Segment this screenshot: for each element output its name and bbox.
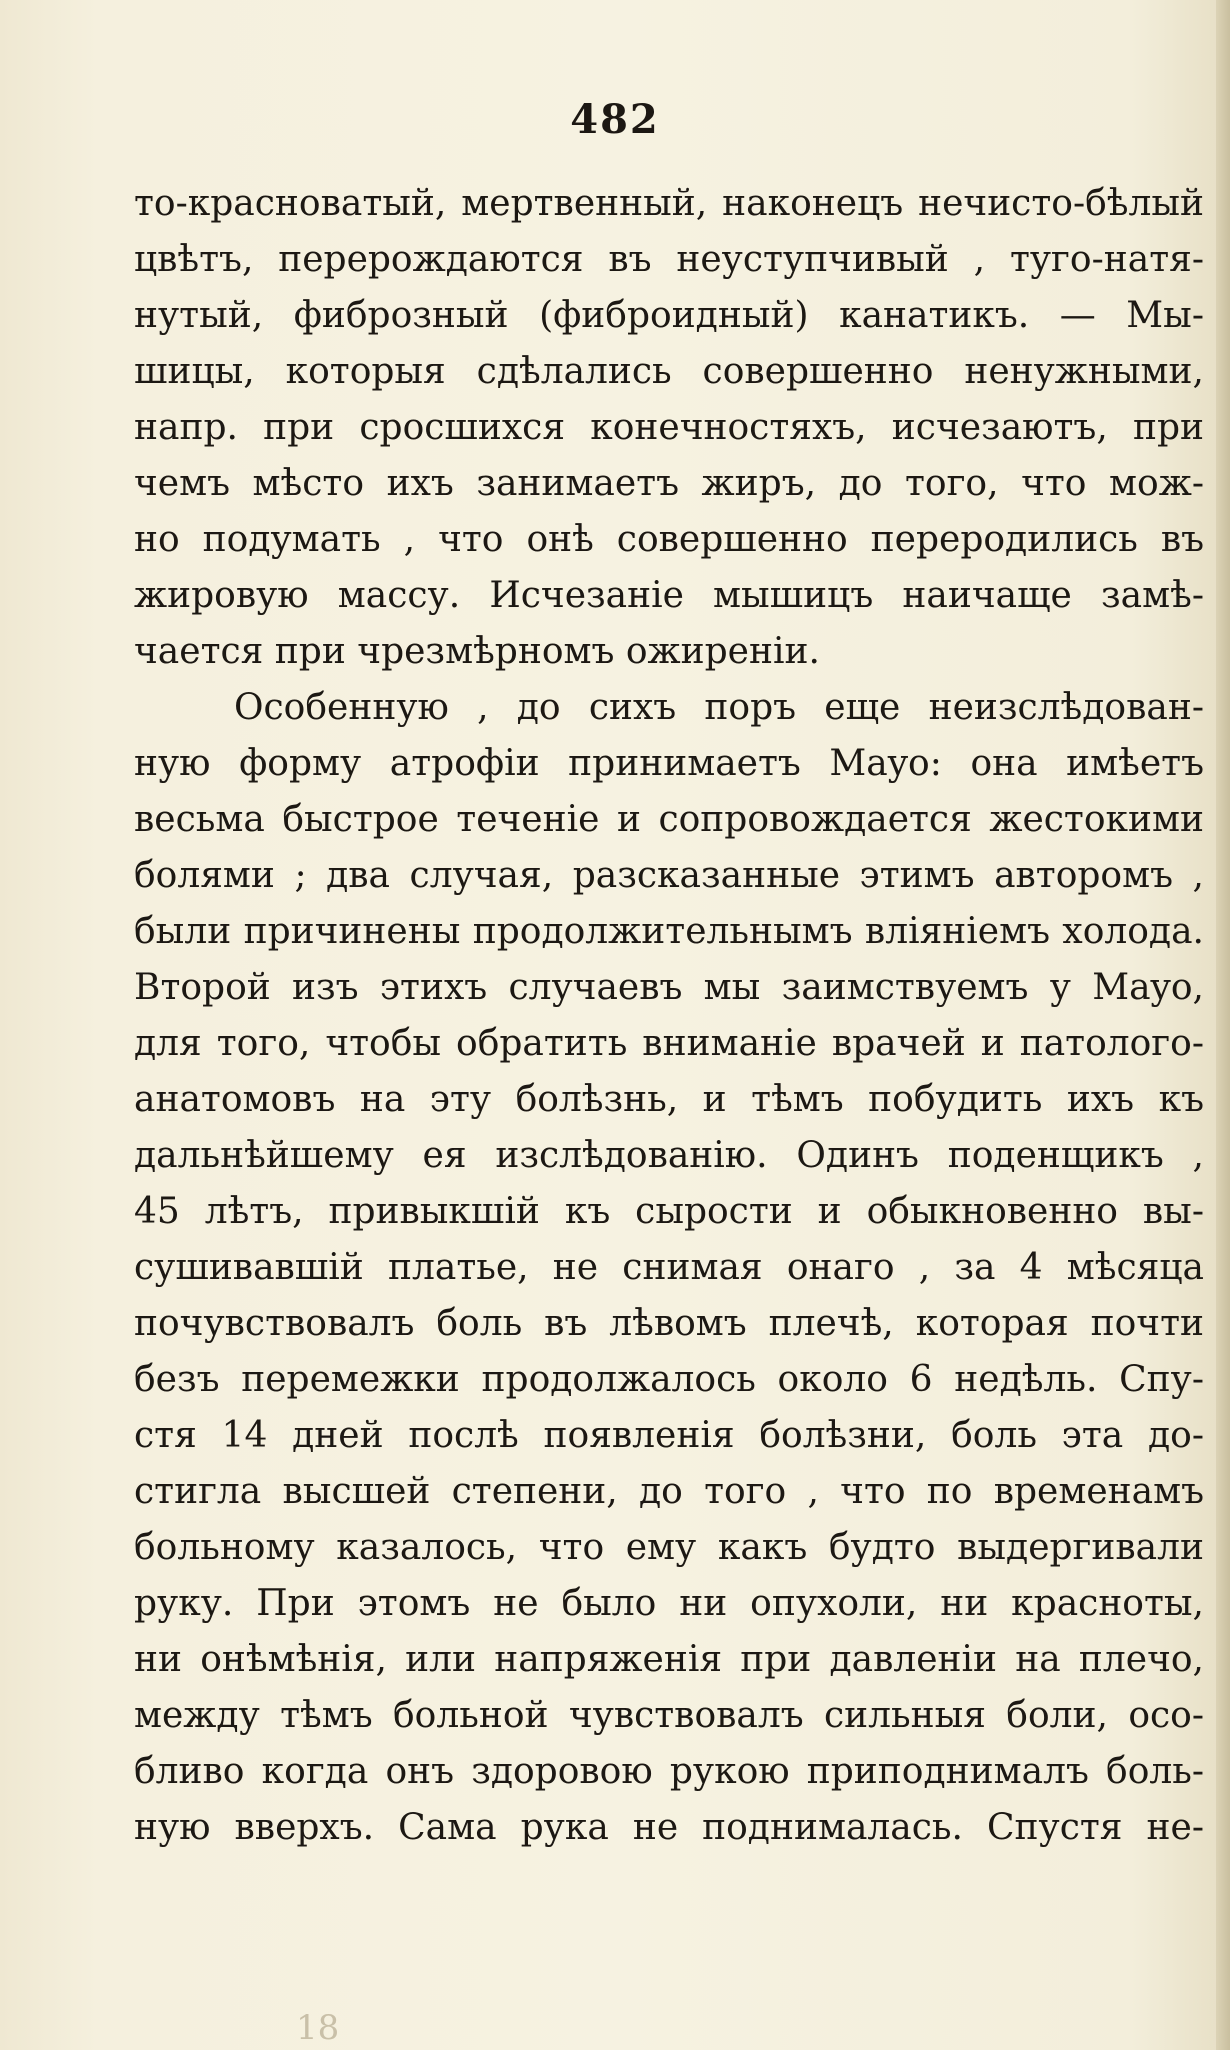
text-line: руку. При этомъ не было ни опухоли, ни красноты, xyxy=(134,1583,1204,1624)
text-line: ни онѣмѣнія, или напряженія при давленіи на плечо, xyxy=(134,1639,1204,1680)
text-line: больному казалось, что ему какъ будто выдергивали xyxy=(134,1527,1204,1568)
text-line-paragraph-start: Особенную , до сихъ поръ еще неизслѣдован- xyxy=(234,687,1204,728)
text-line: цвѣтъ, перерождаются въ неуступчивый , туго-натя- xyxy=(134,239,1204,280)
text-line: сушивавшій платье, не снимая онаго , за 4 мѣсяца xyxy=(134,1247,1204,1288)
text-line: были причинены продолжительнымъ вліяніемъ холода. xyxy=(134,911,1204,952)
text-line: но подумать , что онѣ совершенно переродились въ xyxy=(134,519,1204,560)
text-line: для того, чтобы обратить вниманіе врачей и патолого- xyxy=(134,1023,1204,1064)
text-line: жировую массу. Исчезаніе мышицъ наичаще замѣ- xyxy=(134,575,1204,616)
text-line: нутый, фиброзный (фиброидный) канатикъ. — Мы- xyxy=(134,295,1204,336)
text-line: Второй изъ этихъ случаевъ мы заимствуемъ у Mayo, xyxy=(134,967,1204,1008)
text-line: чемъ мѣсто ихъ занимаетъ жиръ, до того, что мож- xyxy=(134,463,1204,504)
page-number: 482 xyxy=(570,96,660,143)
text-line: 45 лѣтъ, привыкшій къ сырости и обыкновенно вы- xyxy=(134,1191,1204,1232)
text-line: весьма быстрое теченіе и сопровождается жестокими xyxy=(134,799,1204,840)
text-line: бливо когда онъ здоровою рукою приподнималъ боль- xyxy=(134,1751,1204,1792)
page-edge xyxy=(1216,0,1230,2050)
text-line: дальнѣйшему ея изслѣдованію. Одинъ поденщикъ , xyxy=(134,1135,1204,1176)
text-line: анатомовъ на эту болѣзнь, и тѣмъ побудить ихъ къ xyxy=(134,1079,1204,1120)
text-line: между тѣмъ больной чувствовалъ сильныя боли, осо- xyxy=(134,1695,1204,1736)
text-line: то-красноватый, мертвенный, наконецъ нечисто-бѣлый xyxy=(134,183,1204,224)
text-line: почувствовалъ боль въ лѣвомъ плечѣ, которая почти xyxy=(134,1303,1204,1344)
signature-mark: 18 xyxy=(296,2008,340,2048)
text-line: стигла высшей степени, до того , что по временамъ xyxy=(134,1471,1204,1512)
text-line: ную вверхъ. Сама рука не поднималась. Спустя не- xyxy=(134,1807,1204,1848)
text-line-paragraph-end: чается при чрезмѣрномъ ожиреніи. xyxy=(134,631,820,672)
text-line: болями ; два случая, разсказанные этимъ авторомъ , xyxy=(134,855,1204,896)
text-line: стя 14 дней послѣ появленія болѣзни, боль эта до- xyxy=(134,1415,1204,1456)
text-line: шицы, которыя сдѣлались совершенно ненужными, xyxy=(134,351,1204,392)
text-line: напр. при сросшихся конечностяхъ, исчезаютъ, при xyxy=(134,407,1204,448)
body-text xyxy=(134,176,1204,1856)
text-line: безъ перемежки продолжалось около 6 недѣль. Спу- xyxy=(134,1359,1204,1400)
text-line: ную форму атрофіи принимаетъ Mayo: она имѣетъ xyxy=(134,743,1204,784)
